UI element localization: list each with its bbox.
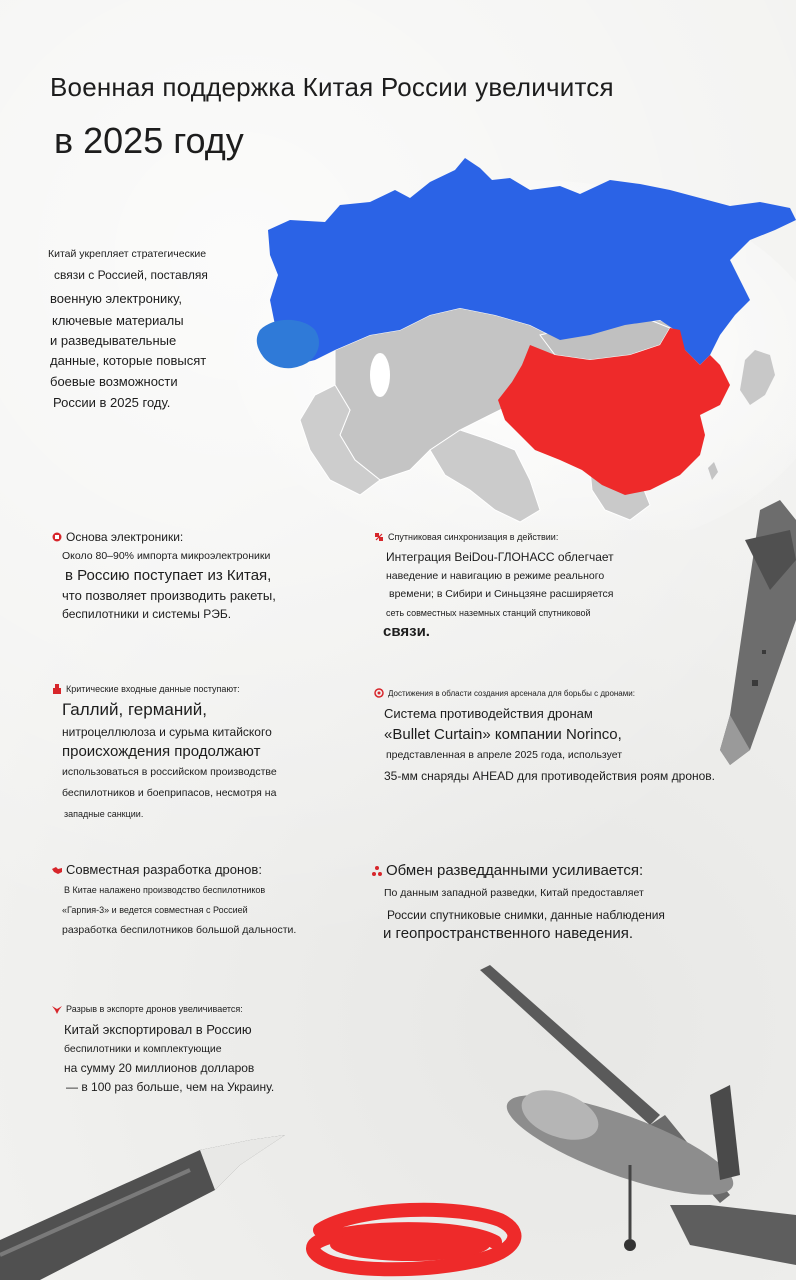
section-line: 35-мм снаряды AHEAD для противодействия роям дронов. bbox=[384, 769, 715, 783]
section-line: сеть совместных наземных станций спутниковой bbox=[386, 608, 591, 618]
chip-icon bbox=[52, 532, 62, 542]
drone-icon bbox=[52, 1004, 62, 1014]
loitering-munition-image bbox=[690, 500, 796, 770]
section-title: Спутниковая синхронизация в действии: bbox=[388, 532, 559, 542]
target-icon bbox=[374, 688, 384, 698]
section-title: Основа электроники: bbox=[66, 530, 184, 544]
section-title: Разрыв в экспорте дронов увеличивается: bbox=[66, 1004, 243, 1014]
section-line: Галлий, германий, bbox=[62, 700, 207, 719]
section-line: что позволяет производить ракеты, bbox=[62, 588, 276, 603]
section-line: наведение и навигацию в режиме реального bbox=[386, 570, 605, 582]
section-header bbox=[52, 1004, 352, 1014]
section-intel bbox=[372, 862, 732, 942]
section-title: Критические входные данные поступают: bbox=[66, 684, 240, 694]
caspian-sea bbox=[370, 353, 390, 397]
section-header bbox=[372, 862, 732, 879]
intro-line: военную электронику, bbox=[50, 291, 182, 306]
red-scribble-decoration bbox=[300, 1200, 530, 1280]
section-header bbox=[52, 862, 352, 877]
section-line: на сумму 20 миллионов долларов bbox=[64, 1061, 255, 1075]
intro-line: России в 2025 году. bbox=[53, 395, 171, 410]
section-critical-inputs bbox=[52, 684, 352, 819]
intro-line: ключевые материалы bbox=[52, 313, 184, 328]
section-line: нитроцеллюлоза и сурьма китайского bbox=[62, 725, 272, 739]
section-line: западные санкции. bbox=[64, 809, 144, 819]
artillery-shell-image bbox=[0, 1130, 290, 1280]
intro-line: боевые возможности bbox=[50, 374, 178, 389]
section-header bbox=[374, 688, 734, 698]
section-line: беспилотники и системы РЭБ. bbox=[62, 607, 232, 621]
section-line: связи. bbox=[383, 623, 430, 640]
section-line: «Гарпия-3» и ведется совместная с Россией bbox=[62, 905, 248, 915]
network-icon bbox=[372, 866, 382, 876]
section-joint-drones bbox=[52, 862, 352, 936]
section-line: Китай экспортировал в Россию bbox=[64, 1022, 252, 1037]
intro-line: Китай укрепляет стратегические bbox=[48, 248, 207, 260]
section-line: — в 100 раз больше, чем на Украину. bbox=[66, 1080, 275, 1094]
page-title-year: в 2025 году bbox=[54, 120, 244, 161]
section-line: беспилотники и комплектующие bbox=[64, 1043, 222, 1055]
section-line: беспилотников и боеприпасов, несмотря на bbox=[62, 787, 277, 799]
section-line: представленная в апреле 2025 года, использует bbox=[386, 749, 623, 761]
section-line: По данным западной разведки, Китай предоставляет bbox=[384, 887, 644, 899]
section-line: происхождения продолжают bbox=[62, 743, 261, 760]
section-title: Достижения в области создания арсенала для борьбы с дронами: bbox=[388, 688, 635, 698]
section-title: Совместная разработка дронов: bbox=[66, 862, 262, 877]
section-header bbox=[374, 532, 694, 542]
section-line: Интеграция BeiDou-ГЛОНАСС облегчает bbox=[386, 550, 614, 564]
handshake-icon bbox=[52, 865, 62, 875]
section-title: Обмен разведданными усиливается: bbox=[386, 862, 644, 879]
intro-line: связи с Россией, поставляя bbox=[54, 268, 208, 282]
satellite-icon bbox=[374, 532, 384, 542]
section-line: Система противодействия дронам bbox=[384, 706, 593, 721]
section-line: и геопространственного наведения. bbox=[383, 925, 634, 942]
section-line: Около 80–90% импорта микроэлектроники bbox=[62, 550, 271, 562]
section-satellite bbox=[374, 532, 694, 640]
section-header bbox=[52, 684, 352, 694]
eurasia-map bbox=[230, 150, 796, 530]
intro-line: данные, которые повысят bbox=[50, 353, 207, 368]
section-line: В Китае налажено производство беспилотников bbox=[64, 885, 266, 895]
section-line: «Bullet Curtain» компании Norinco, bbox=[384, 726, 622, 743]
section-line: в Россию поступает из Китая, bbox=[65, 567, 272, 584]
section-line: использоваться в российском производстве bbox=[62, 766, 277, 778]
section-export bbox=[52, 1004, 352, 1094]
page-title: Военная поддержка Китая России увеличится bbox=[50, 72, 614, 102]
section-line: России спутниковые снимки, данные наблюдения bbox=[387, 908, 665, 922]
intro-line: и разведывательные bbox=[50, 333, 177, 348]
section-header bbox=[52, 530, 352, 544]
flask-icon bbox=[52, 684, 62, 694]
section-counter-drone bbox=[374, 688, 734, 783]
section-line: разработка беспилотников большой дальности. bbox=[62, 924, 297, 936]
section-electronics bbox=[52, 530, 352, 621]
section-line: времени; в Сибири и Синьцзяне расширяется bbox=[389, 588, 614, 600]
